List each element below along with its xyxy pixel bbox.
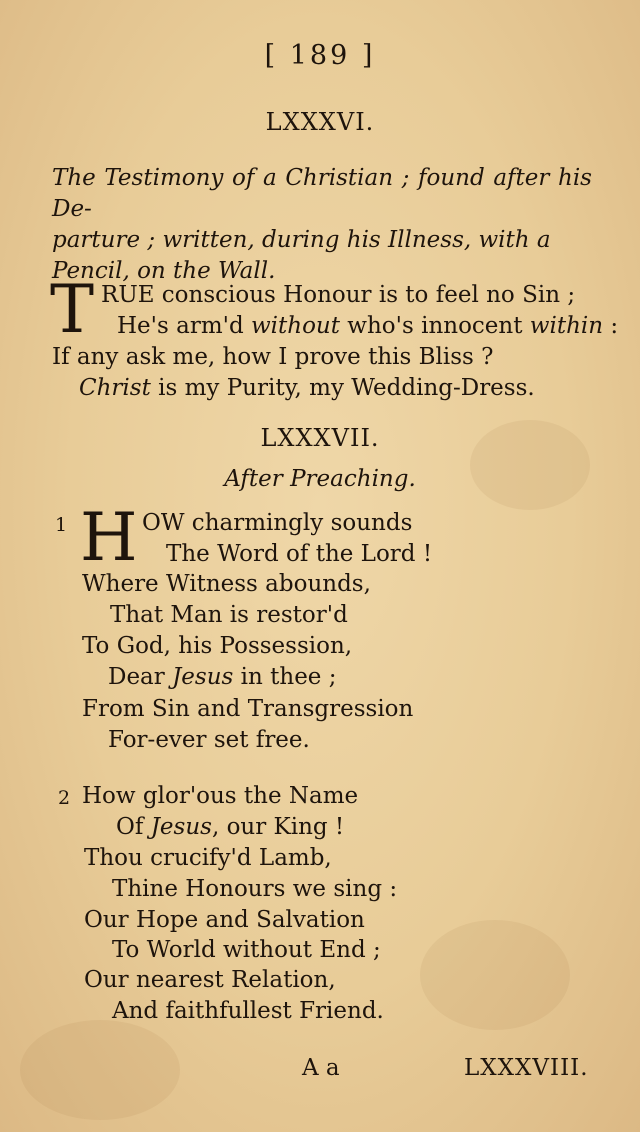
drop-cap-T: T: [50, 271, 95, 348]
verse-line: If any ask me, how I prove this Bliss ?: [52, 344, 494, 370]
stanza-number: 2: [58, 787, 71, 809]
verse-line: That Man is restor'd: [110, 602, 348, 628]
verse-italic: within: [529, 313, 604, 339]
title-line: The Testimony of a Christian ; found after his De-: [52, 165, 592, 222]
signature-mark: A a: [302, 1055, 340, 1081]
verse-text: He's arm'd: [117, 313, 251, 339]
verse-line: How glor'ous the Name: [82, 783, 359, 809]
verse-line: Our Hope and Salvation: [84, 907, 365, 933]
page-number: [ 189 ]: [264, 40, 376, 71]
verse-text: Dear: [108, 664, 173, 690]
verse-italic: Christ: [79, 375, 151, 401]
verse-line: For-ever set free.: [108, 727, 310, 753]
verse-line: [116, 814, 344, 840]
verse-italic: Jesus: [172, 664, 234, 690]
verse-text: Of: [116, 814, 151, 840]
verse-line: Where Witness abounds,: [82, 571, 371, 597]
verse-line: To World without End ;: [112, 937, 381, 963]
verse-line: Thou crucify'd Lamb,: [84, 845, 332, 871]
paper-stain: [20, 1020, 180, 1120]
hymn-number-87: LXXXVII.: [260, 424, 380, 452]
catchword: LXXXVIII.: [464, 1055, 589, 1081]
hymn-87-subtitle: After Preaching.: [224, 466, 416, 492]
title-line: parture ; written, during his Illness, with a: [52, 227, 551, 253]
stanza-number: 1: [55, 514, 68, 536]
hymn-number-86: LXXXVI.: [265, 108, 375, 136]
verse-line: Our nearest Relation,: [84, 967, 336, 993]
verse-text: :: [603, 313, 619, 339]
verse-line: [117, 313, 618, 339]
verse-line: From Sin and Transgression: [82, 696, 414, 722]
verse-line: OW charmingly sounds: [142, 510, 413, 536]
verse-text: in thee ;: [233, 664, 337, 690]
verse-line: Thine Honours we sing :: [112, 876, 398, 902]
verse-line: [108, 664, 336, 690]
title-line: Pencil, on the Wall.: [52, 258, 276, 284]
verse-line: The Word of the Lord !: [166, 541, 433, 567]
verse-line: And faithfullest Friend.: [112, 998, 384, 1024]
verse-text: , our King !: [211, 814, 345, 840]
drop-cap-H: H: [80, 499, 138, 576]
paper-stain: [420, 920, 570, 1030]
verse-text: who's innocent: [340, 313, 530, 339]
verse-text: is my Purity, my Wedding-Dress.: [150, 375, 535, 401]
verse-line: To God, his Possession,: [82, 633, 353, 659]
verse-line: [79, 375, 535, 401]
verse-italic: Jesus: [150, 814, 212, 840]
verse-line: RUE conscious Honour is to feel no Sin ;: [101, 282, 576, 308]
verse-italic: without: [250, 313, 340, 339]
hymn-86-title: [52, 163, 592, 287]
